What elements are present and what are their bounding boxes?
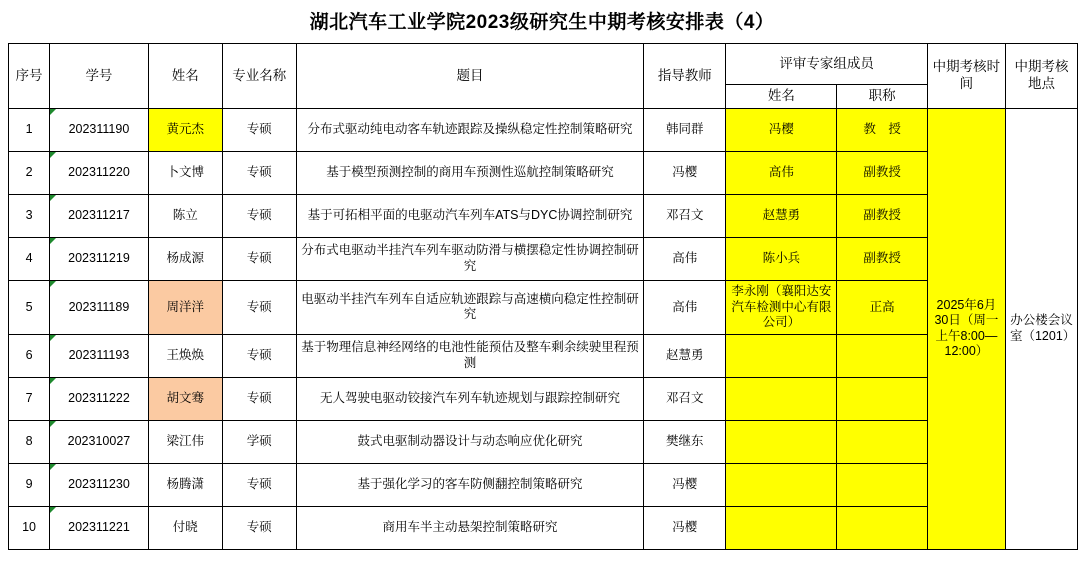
cell-major: 专硕 bbox=[222, 463, 296, 506]
cell-student-id: 202311217 bbox=[50, 194, 149, 237]
cell-tutor: 高伟 bbox=[644, 237, 726, 280]
cell-exam-place: 办公楼会议室（1201） bbox=[1005, 108, 1077, 549]
table-row[interactable] bbox=[9, 237, 1078, 280]
cell-expert-name: 赵慧勇 bbox=[726, 194, 837, 237]
cell-tutor: 冯樱 bbox=[644, 506, 726, 549]
cell-tutor: 樊继东 bbox=[644, 420, 726, 463]
cell-student-id: 202311220 bbox=[50, 151, 149, 194]
cell-expert-name-empty bbox=[726, 463, 837, 506]
cell-topic: 分布式驱动纯电动客车轨迹跟踪及操纵稳定性控制策略研究 bbox=[296, 108, 643, 151]
cell-expert-name: 陈小兵 bbox=[726, 237, 837, 280]
cell-major: 专硕 bbox=[222, 108, 296, 151]
cell-student-id: 202311221 bbox=[50, 506, 149, 549]
cell-expert-name: 李永刚（襄阳达安汽车检测中心有限公司） bbox=[726, 280, 837, 334]
cell-topic: 基于可拓相平面的电驱动汽车列车ATS与DYC协调控制研究 bbox=[296, 194, 643, 237]
cell-expert-title-empty bbox=[837, 506, 927, 549]
table-row[interactable] bbox=[9, 108, 1078, 151]
cell-student-id: 202311222 bbox=[50, 377, 149, 420]
cell-expert-title: 副教授 bbox=[837, 151, 927, 194]
cell-seq: 3 bbox=[9, 194, 50, 237]
table-row[interactable] bbox=[9, 151, 1078, 194]
cell-tutor: 韩同群 bbox=[644, 108, 726, 151]
cell-topic: 分布式电驱动半挂汽车列车驱动防滑与横摆稳定性协调控制研究 bbox=[296, 237, 643, 280]
header-topic: 题目 bbox=[296, 44, 643, 109]
table-row[interactable] bbox=[9, 463, 1078, 506]
cell-student-id: 202311230 bbox=[50, 463, 149, 506]
cell-tutor: 邓召文 bbox=[644, 194, 726, 237]
cell-topic: 鼓式电驱制动器设计与动态响应优化研究 bbox=[296, 420, 643, 463]
cell-name: 杨腾潇 bbox=[148, 463, 222, 506]
cell-seq: 8 bbox=[9, 420, 50, 463]
cell-topic: 商用车半主动悬架控制策略研究 bbox=[296, 506, 643, 549]
cell-name: 付晓 bbox=[148, 506, 222, 549]
cell-topic: 基于物理信息神经网络的电池性能预估及整车剩余续驶里程预测 bbox=[296, 334, 643, 377]
table-row[interactable] bbox=[9, 420, 1078, 463]
cell-name: 杨成源 bbox=[148, 237, 222, 280]
header-exam-time: 中期考核时间 bbox=[927, 44, 1005, 109]
cell-expert-title: 副教授 bbox=[837, 194, 927, 237]
cell-major: 专硕 bbox=[222, 151, 296, 194]
cell-seq: 9 bbox=[9, 463, 50, 506]
header-student-id: 学号 bbox=[50, 44, 149, 109]
table-body bbox=[9, 108, 1078, 549]
cell-seq: 10 bbox=[9, 506, 50, 549]
cell-seq: 1 bbox=[9, 108, 50, 151]
schedule-table bbox=[8, 43, 1078, 550]
cell-expert-title-empty bbox=[837, 463, 927, 506]
cell-seq: 5 bbox=[9, 280, 50, 334]
cell-expert-title: 副教授 bbox=[837, 237, 927, 280]
cell-topic: 电驱动半挂汽车列车自适应轨迹跟踪与高速横向稳定性控制研究 bbox=[296, 280, 643, 334]
cell-major: 专硕 bbox=[222, 334, 296, 377]
cell-seq: 7 bbox=[9, 377, 50, 420]
cell-expert-title-empty bbox=[837, 420, 927, 463]
header-name: 姓名 bbox=[148, 44, 222, 109]
header-expert-title: 职称 bbox=[837, 85, 927, 109]
cell-major: 专硕 bbox=[222, 377, 296, 420]
cell-major: 学硕 bbox=[222, 420, 296, 463]
header-expert-group: 评审专家组成员 bbox=[726, 44, 927, 85]
cell-tutor: 赵慧勇 bbox=[644, 334, 726, 377]
cell-topic: 基于强化学习的客车防侧翻控制策略研究 bbox=[296, 463, 643, 506]
cell-major: 专硕 bbox=[222, 506, 296, 549]
cell-expert-name: 高伟 bbox=[726, 151, 837, 194]
cell-student-id: 202311219 bbox=[50, 237, 149, 280]
cell-name: 卜文博 bbox=[148, 151, 222, 194]
cell-expert-title-empty bbox=[837, 334, 927, 377]
cell-seq: 4 bbox=[9, 237, 50, 280]
cell-student-id: 202311193 bbox=[50, 334, 149, 377]
cell-topic: 无人驾驶电驱动铰接汽车列车轨迹规划与跟踪控制研究 bbox=[296, 377, 643, 420]
header-major: 专业名称 bbox=[222, 44, 296, 109]
header-expert-name: 姓名 bbox=[726, 85, 837, 109]
cell-tutor: 冯樱 bbox=[644, 151, 726, 194]
cell-tutor: 邓召文 bbox=[644, 377, 726, 420]
table-row[interactable] bbox=[9, 334, 1078, 377]
cell-expert-name-empty bbox=[726, 506, 837, 549]
cell-student-id: 202311190 bbox=[50, 108, 149, 151]
cell-major: 专硕 bbox=[222, 280, 296, 334]
table-row[interactable] bbox=[9, 194, 1078, 237]
cell-topic: 基于模型预测控制的商用车预测性巡航控制策略研究 bbox=[296, 151, 643, 194]
cell-student-id: 202310027 bbox=[50, 420, 149, 463]
cell-name: 周洋洋 bbox=[148, 280, 222, 334]
page-title: 湖北汽车工业学院2023级研究生中期考核安排表（4） bbox=[309, 12, 775, 33]
cell-expert-name-empty bbox=[726, 334, 837, 377]
cell-name: 王焕焕 bbox=[148, 334, 222, 377]
cell-name: 黄元杰 bbox=[148, 108, 222, 151]
cell-tutor: 冯樱 bbox=[644, 463, 726, 506]
header-tutor: 指导教师 bbox=[644, 44, 726, 109]
cell-seq: 6 bbox=[9, 334, 50, 377]
cell-name: 梁江伟 bbox=[148, 420, 222, 463]
cell-student-id: 202311189 bbox=[50, 280, 149, 334]
table-row[interactable] bbox=[9, 377, 1078, 420]
table-row[interactable] bbox=[9, 506, 1078, 549]
cell-name: 胡文骞 bbox=[148, 377, 222, 420]
cell-expert-name: 冯樱 bbox=[726, 108, 837, 151]
cell-seq: 2 bbox=[9, 151, 50, 194]
header-exam-place: 中期考核地点 bbox=[1005, 44, 1077, 109]
cell-expert-title: 教 授 bbox=[837, 108, 927, 151]
header-seq: 序号 bbox=[9, 44, 50, 109]
cell-expert-title: 正高 bbox=[837, 280, 927, 334]
cell-expert-name-empty bbox=[726, 420, 837, 463]
cell-tutor: 高伟 bbox=[644, 280, 726, 334]
cell-exam-time: 2025年6月30日（周一上午8:00—12:00） bbox=[927, 108, 1005, 549]
table-row[interactable] bbox=[9, 280, 1078, 334]
cell-major: 专硕 bbox=[222, 237, 296, 280]
cell-major: 专硕 bbox=[222, 194, 296, 237]
cell-expert-title-empty bbox=[837, 377, 927, 420]
cell-expert-name-empty bbox=[726, 377, 837, 420]
cell-name: 陈立 bbox=[148, 194, 222, 237]
